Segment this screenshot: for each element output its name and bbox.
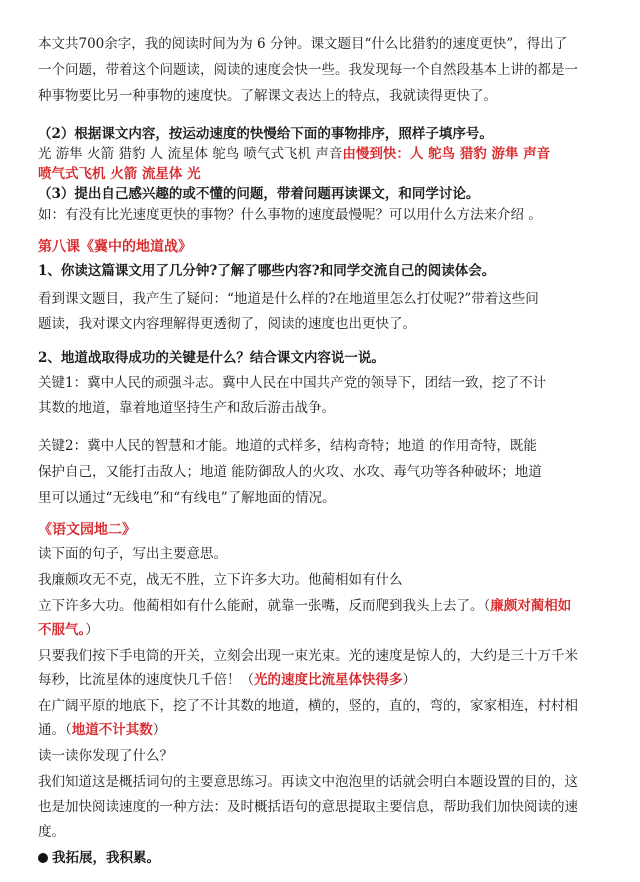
q2-items-line <box>38 144 618 164</box>
lesson8-question-2: 2、地道战取得成功的关键是什么？结合课文内容说一说。 <box>38 350 385 366</box>
garden-extend: 我拓展，我积累。 <box>52 850 160 866</box>
key1-line-2: 其数的地道，靠着地道坚持生产和敌后游击战争。 <box>38 400 335 416</box>
garden-sentence-1: 我廉颇攻无不克，战无不胜，立下许多大功。他蔺相如有什么 <box>38 572 403 588</box>
intro-line-2: 一个问题，带着这个问题读，阅读的速度会快一些。我发现每一个自然段基本上讲的都是一 <box>38 62 578 78</box>
garden-explain-1: 我们知道这是概括词句的主要意思练习。再读文中泡泡里的话就会明白本题设置的目的，这 <box>38 774 578 790</box>
garden-sentence-2 <box>38 596 618 616</box>
garden-title: 《语文园地二》 <box>38 522 136 538</box>
garden-answer-1a: 廉颇对蔺相如 <box>490 598 572 614</box>
garden-sentence-3-tail: 每秒，比流星体的速度快几千倍！（ <box>38 672 254 688</box>
garden-answer-2: 光的速度比流星体快得多 <box>254 672 403 688</box>
garden-instruction: 读下面的句子，写出主要意思。 <box>38 546 227 562</box>
q2-answer-a: 由慢到快：人 鸵鸟 猎豹 游隼 声音 <box>342 146 551 162</box>
garden-extend-line <box>38 848 618 868</box>
garden-answer-1b: 不服气。 <box>38 622 86 638</box>
bullet-icon <box>38 853 48 863</box>
key2-line-1: 关键2：冀中人民的智慧和才能。地道的式样多，结构奇特；地道 的作用奇特，既能 <box>38 438 537 454</box>
q3-example: 如：有没有比光速度更快的事物？什么事物的速度最慢呢？可以用什么方法来介绍 。 <box>38 207 542 223</box>
lesson8-question-1: 1、你读这篇课文用了几分钟?了解了哪些内容?和同学交流自己的阅读体会。 <box>38 263 496 279</box>
garden-explain-2: 也是加快阅读速度的一种方法：及时概括语句的意思提取主要信息，帮助我们加快阅读的速 <box>38 799 578 815</box>
q2-heading: （2）根据课文内容，按运动速度的快慢给下面的事物排序，照样子填序号。 <box>38 126 493 142</box>
garden-answer-3-close: ） <box>152 722 167 738</box>
lesson8-answer-1-line-2: 题读，我对课文内容理解得更透彻了，阅读的速度也出更快了。 <box>38 316 416 332</box>
key2-line-2: 保护自己，又能打击敌人；地道 能防御敌人的火攻、水攻、毒气功等各种破坏；地道 <box>38 464 542 480</box>
intro-line-1: 本文共700余字，我的阅读时间为为 6 分钟。课文题目“什么比猎豹的速度更快”，得出了 <box>38 36 568 52</box>
garden-sentence-2-text: 立下许多大功。他蔺相如有什么能耐，就靠一张嘴，反而爬到我头上去了。（ <box>38 598 491 614</box>
garden-answer-3: 地道不计其数 <box>71 722 153 738</box>
key1-line-1: 关键1：冀中人民的顽强斗志。冀中人民在中国共产党的领导下，团结一致，挖了不计 <box>38 375 547 391</box>
q3-heading: （3）提出自己感兴趣的或不懂的问题，带着问题再读课文，和同学讨论。 <box>38 186 480 202</box>
garden-prompt: 读一读你发现了什么？ <box>38 748 173 764</box>
garden-sentence-3-cont <box>38 670 618 690</box>
garden-sentence-4: 在广阔平原的地底下，挖了不计其数的地道，横的，竖的，直的，弯的，家家相连，村村相 <box>38 698 578 714</box>
key2-line-3: 里可以通过“无线电”和“有线电”了解地面的情况。 <box>38 490 336 506</box>
garden-sentence-4-tail: 通。（ <box>38 722 72 738</box>
q2-answer-b: 喷气式飞机 火箭 流星体 光 <box>38 166 201 182</box>
q2-items: 光 游隼 火箭 猎豹 人 流星体 鸵鸟 喷气式飞机 声音 <box>38 146 343 162</box>
garden-answer-2-close: ） <box>402 672 416 688</box>
lesson8-title: 第八课《冀中的地道战》 <box>38 239 192 255</box>
garden-explain-3: 度。 <box>38 824 65 840</box>
garden-sentence-3: 只要我们按下手电筒的开关，立刻会出现一束光束。光的速度是惊人的，大约是三十万千米 <box>38 648 578 664</box>
intro-line-3: 种事物要比另一种事物的速度快。了解课文表达上的特点，我就读得更快了。 <box>38 88 497 104</box>
garden-sentence-4-cont <box>38 720 618 740</box>
lesson8-answer-1-line-1: 看到课文题目，我产生了疑问：“地道是什么样的?在地道里怎么打仗呢?”带着这些问 <box>38 291 539 307</box>
garden-answer-1-close: ） <box>85 622 99 638</box>
garden-answer-1-line <box>38 620 618 640</box>
